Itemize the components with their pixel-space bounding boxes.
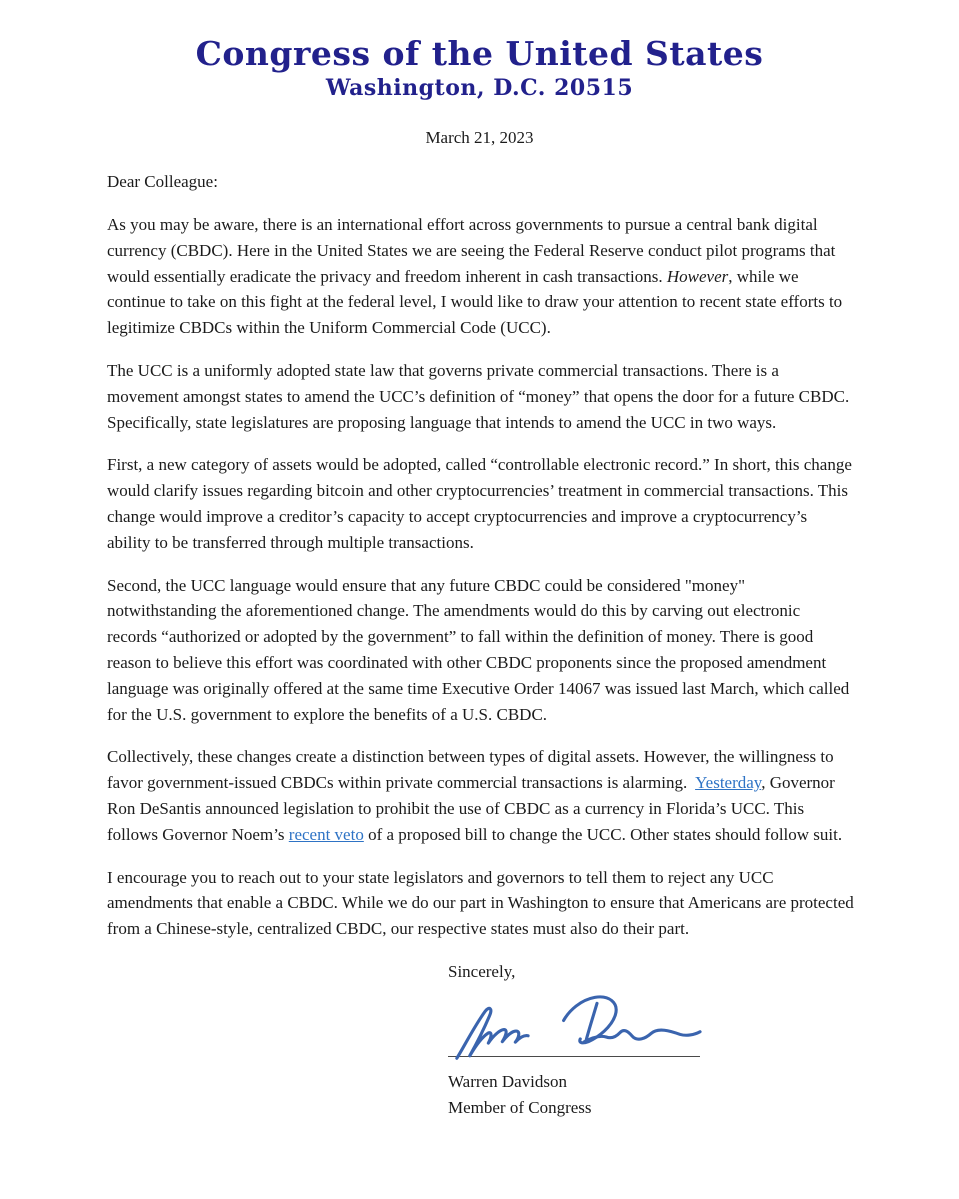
letter-text: , Governor Ron DeSantis announced legislation to prohibit the use of CBDC as a currency in Florida’s UCC. This follows Governor Noem’s bbox=[107, 773, 840, 844]
letter-body-container bbox=[107, 169, 858, 942]
signer-name: Warren Davidson bbox=[448, 1071, 568, 1091]
letter-text: Collectively, these changes create a distinction between types of digital assets. However, the willingness to favor government-issued CBDCs within private commercial transactions is alarming. bbox=[107, 747, 838, 793]
salutation: Dear Colleague: bbox=[107, 172, 218, 192]
letter-text: As you may be aware, there is an international effort across governments to pursue a central bank digital currency (CBDC). Here in the United States we are seeing the Federal Reserve conduct pilot programs that would essentially eradicate the privacy and freedom inherent in cash transactions. bbox=[107, 215, 840, 286]
letter-date: March 21, 2023 bbox=[425, 128, 534, 148]
letter-body bbox=[107, 212, 858, 942]
letter-paragraph bbox=[107, 865, 858, 942]
signature-image bbox=[448, 992, 708, 1064]
letter-text: of a proposed bill to change the UCC. Other states should follow suit. bbox=[363, 824, 843, 844]
recent-veto-link[interactable]: recent veto bbox=[288, 824, 364, 844]
letter-text: I encourage you to reach out to your state legislators and governors to tell them to reject any UCC amendments that enable a CBDC. While we do our part in Washington to ensure that Americans are protected from a Chinese-style, centralized CBDC, our respective states must also do their part. bbox=[107, 867, 858, 939]
letterhead-org: Congress of the United States bbox=[195, 34, 764, 73]
letter-paragraph bbox=[107, 212, 854, 341]
letter-paragraph bbox=[107, 573, 854, 728]
signature-line bbox=[448, 991, 700, 1057]
letter-paragraph bbox=[107, 358, 854, 435]
valediction: Sincerely, bbox=[448, 962, 516, 982]
letter-text: First, a new category of assets would be adopted, called “controllable electronic record.” In short, this change would clarify issues regarding bitcoin and other cryptocurrencies’ treatment in commercial transactions. This change would improve a creditor’s capacity to accept cryptocurrencies and improve a cryptocurrency’s ability to be transferred through multiple transactions. bbox=[107, 455, 857, 552]
letter-paragraph bbox=[107, 452, 857, 555]
letterhead bbox=[0, 0, 959, 101]
signer-title: Member of Congress bbox=[448, 1097, 592, 1117]
letter-text: Second, the UCC language would ensure that any future CBDC could be considered "money" notwithstanding the aforementioned change. The amendments would do this by carving out electronic records “authorized or adopted by the government” to fall within the definition of money. There is good reason to believe this effort was coordinated with other CBDC proponents since the proposed amendment language was originally offered at the same time Executive Order 14067 was issued last March, which called for the U.S. government to explore the benefits of a U.S. CBDC. bbox=[107, 575, 854, 724]
letter-text: , while we continue to take on this fight at the federal level, I would like to draw your attention to recent state efforts to legitimize CBDCs within the Uniform Commercial Code (UCC). bbox=[107, 266, 847, 338]
yesterday-link[interactable]: Yesterday bbox=[695, 773, 762, 793]
letter-paragraph bbox=[107, 744, 854, 847]
letter-text: The UCC is a uniformly adopted state law that governs private commercial transactions. There is a movement amongst states to amend the UCC’s definition of “money” that opens the door for a future CBDC. Specifically, state legislatures are proposing language that intends to amend the UCC in two ways. bbox=[107, 361, 854, 432]
letterhead-city: Washington, D.C. 20515 bbox=[325, 75, 634, 102]
closing-block bbox=[448, 959, 959, 1120]
italic-text: However bbox=[666, 266, 729, 286]
